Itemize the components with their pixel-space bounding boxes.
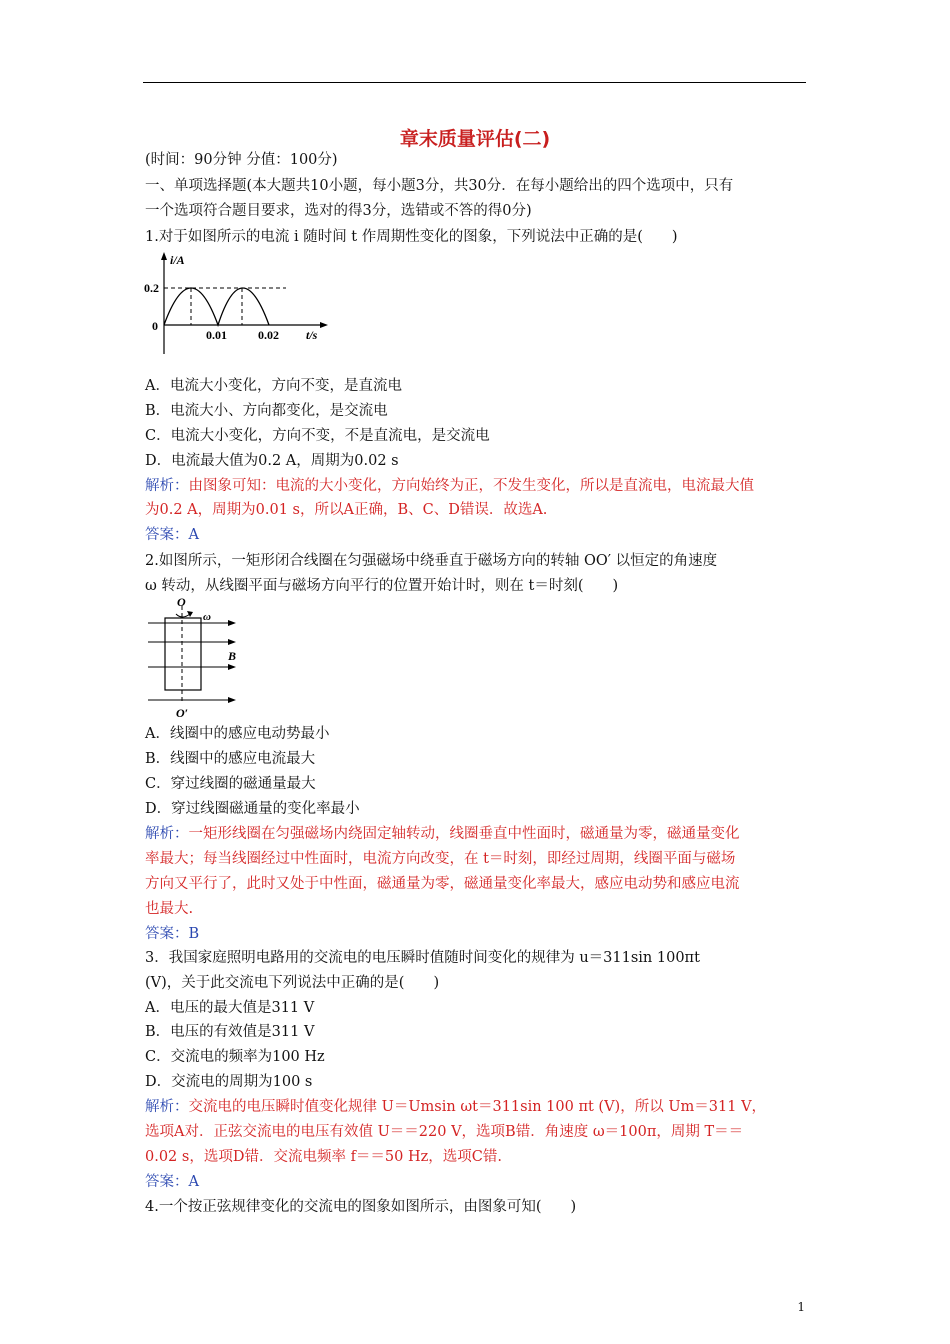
q2-stem-line-1: 2.如图所示，一矩形闭合线圈在匀强磁场中绕垂直于磁场方向的转轴 OO′ 以恒定的角速度 (145, 553, 718, 569)
q2-analysis-line-4: 也最大. (145, 901, 194, 917)
y-tick-label: 0.2 (144, 281, 159, 295)
q1-option-a: A．电流大小变化，方向不变，是直流电 (145, 378, 402, 394)
q2-analysis-line-1: 解析：一矩形线圈在匀强磁场内绕固定轴转动，线圈垂直中性面时，磁通量为零，磁通量变化 (145, 826, 740, 842)
q2-option-a: A．线圈中的感应电动势最小 (145, 726, 330, 742)
axis-bottom-label: O′ (176, 706, 189, 718)
analysis-label: 解析： (145, 1099, 189, 1115)
q3-stem-line-2: (V)，关于此交流电下列说法中正确的是( ) (145, 975, 440, 991)
omega-label: ω (203, 611, 211, 623)
q3-analysis-line-1: 解析：交流电的电压瞬时值变化规律 U＝Umsin ωt＝311sin 100 πt (V)，所以 Um＝311 V， (145, 1099, 767, 1115)
q2-option-c: C．穿过线圈的磁通量最大 (145, 776, 316, 792)
analysis-label: 解析： (145, 478, 189, 494)
q2-stem-line-2: ω 转动，从线圈平面与磁场方向平行的位置开始计时，则在 t＝时刻( ) (145, 578, 619, 594)
section-heading: 一、单项选择题(本大题共10小题，每小题3分，共30分．在每小题给出的四个选项中，只有 (145, 178, 734, 194)
q1-current-graph (140, 250, 350, 360)
q2-option-b: B．线圈中的感应电流最大 (145, 751, 316, 767)
q2-coil-diagram (140, 596, 250, 718)
q2-analysis-line-3: 方向又平行了，此时又处于中性面，磁通量为零，磁通量变化率最大，感应电动势和感应电流 (145, 876, 740, 892)
q1-analysis-line-2: 为0.2 A，周期为0.01 s，所以A正确，B、C、D错误．故选A. (145, 502, 548, 518)
q1-option-d: D．电流最大值为0.2 A，周期为0.02 s (145, 453, 399, 469)
q2-option-d: D．穿过线圈磁通量的变化率最小 (145, 801, 360, 817)
page-title: 章末质量评估(二) (399, 128, 551, 150)
section-heading-cont: 一个选项符合题目要求，选对的得3分，选错或不答的得0分) (145, 203, 532, 219)
q1-option-b: B．电流大小、方向都变化，是交流电 (145, 403, 388, 419)
q3-answer: 答案：A (145, 1174, 199, 1190)
x-tick-label-1: 0.01 (206, 328, 227, 342)
x-axis-label: t/s (306, 328, 318, 342)
analysis-label: 解析： (145, 826, 189, 842)
q3-option-a: A．电压的最大值是311 V (145, 1000, 315, 1016)
q1-analysis-line-1: 解析：由图象可知：电流的大小变化，方向始终为正，不发生变化，所以是直流电，电流最大值 (145, 478, 754, 494)
q3-option-d: D．交流电的周期为100 s (145, 1074, 313, 1090)
q3-stem-line-1: 3．我国家庭照明电路用的交流电的电压瞬时值随时间变化的规律为 u＝311sin 100πt (145, 950, 700, 966)
q3-option-c: C．交流电的频率为100 Hz (145, 1049, 325, 1065)
exam-info: (时间：90分钟 分值：100分) (145, 152, 338, 168)
q2-analysis-line-2: 率最大；每当线圈经过中性面时，电流方向改变，在 t＝时刻，即经过周期，线圈平面与磁场 (145, 851, 736, 867)
page-number: 1 (797, 1300, 805, 1314)
axis-top-label: O (177, 596, 186, 609)
q4-stem: 4.一个按正弦规律变化的交流电的图象如图所示，由图象可知( ) (145, 1199, 577, 1215)
x-tick-label-2: 0.02 (258, 328, 279, 342)
q3-analysis-line-3: 0.02 s，选项D错．交流电频率 f＝＝50 Hz，选项C错. (145, 1149, 502, 1165)
q2-answer: 答案：B (145, 926, 200, 942)
q3-option-b: B．电压的有效值是311 V (145, 1024, 315, 1040)
q1-answer: 答案：A (145, 527, 199, 543)
q1-option-c: C．电流大小变化，方向不变，不是直流电，是交流电 (145, 428, 490, 444)
field-label: B (228, 649, 237, 663)
header-rule (143, 82, 806, 83)
q3-analysis-line-2: 选项A对．正弦交流电的电压有效值 U＝＝220 V，选项B错．角速度 ω＝100π，周期 T＝＝ (145, 1124, 744, 1140)
y-axis-label: i/A (170, 253, 185, 267)
origin-label: 0 (152, 319, 158, 333)
q1-stem: 1.对于如图所示的电流 i 随时间 t 作周期性变化的图象，下列说法中正确的是( ) (145, 229, 678, 245)
